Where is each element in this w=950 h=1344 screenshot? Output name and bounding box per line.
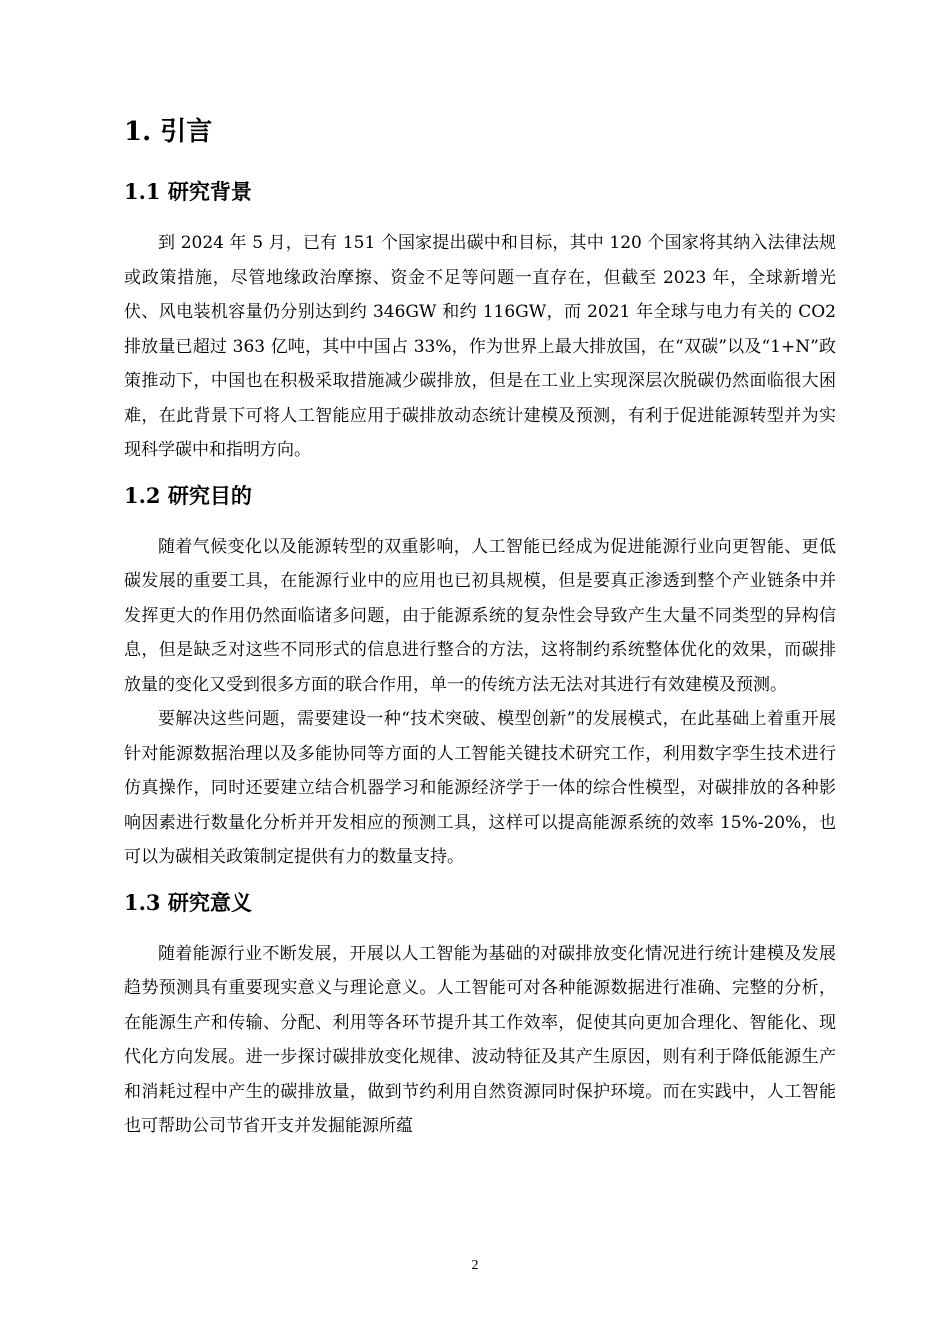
paragraph: 随着气候变化以及能源转型的双重影响，人工智能已经成为促进能源行业向更智能、更低碳发展的重要工具，在能源行业中的应用也已初具规模，但是要真正渗透到整个产业链条中并发挥更大的作用仍然面临诸多问题，由于能源系统的复杂性会导致产生大量不同类型的异构信息，但是缺乏对这些不同形式的信息进行整合的方法，这将制约系统整体优化的效果，而碳排放量的变化又受到很多方面的联合作用，单一的传统方法无法对其进行有效建模及预测。 <box>124 536 836 695</box>
paragraph: 要解决这些问题，需要建设一种“技术突破、模型创新”的发展模式，在此基础上着重开展针对能源数据治理以及多能协同等方面的人工智能关键技术研究工作，利用数字孪生技术进行仿真操作，同时还要建立结合机器学习和能源经济学于一体的综合性模型，对碳排放的各种影响因素进行数量化分析并开发相应的预测工具，这样可以提高能源系统的效率 15%-20%，也可以为碳相关政策制定提供有力的数量支持。 <box>124 709 836 867</box>
document-page <box>124 110 836 1144</box>
chapter-title: 1. 引言 <box>124 117 213 147</box>
section-heading: 1.1 研究背景 <box>124 179 252 204</box>
paragraph: 随着能源行业不断发展，开展以人工智能为基础的对碳排放变化情况进行统计建模及发展趋势预测具有重要现实意义与理论意义。人工智能可对各种能源数据进行准确、完整的分析，在能源生产和传输、分配、利用等各环节提升其工作效率，促使其向更加合理化、智能化、现代化方向发展。进一步探讨碳排放变化规律、波动特征及其产生原因，则有利于降低能源生产和消耗过程中产生的碳排放量，做到节约利用自然资源同时保护环境。而在实践中，人工智能也可帮助公司节省开支并发掘能源所蕴 <box>124 943 836 1136</box>
section-research-purpose <box>124 478 836 875</box>
section-heading: 1.3 研究意义 <box>124 889 252 915</box>
section-research-background <box>124 174 836 468</box>
section-heading: 1.2 研究目的 <box>124 482 252 508</box>
page-number: 2 <box>471 1258 479 1273</box>
section-research-significance <box>124 885 836 1144</box>
paragraph: 到 2024 年 5 月，已有 151 个国家提出碳中和目标，其中 120 个国家将其纳入法律法规或政策措施，尽管地缘政治摩擦、资金不足等问题一直存在，但截至 2023 年，全球新增光伏、风电装机容量仍分别达到约 346GW 和约 116GW，而 2021 年全球与电力有关的 CO2 排放量已超过 363 亿吨，其中中国占 33%，作为世界上最大排放国，在“双碳”以及“1+N”政策推动下，中国也在积极采取措施减少碳排放，但是在工业上实现深层次脱碳仍然面临很大困难，在此背景下可将人工智能应用于碳排放动态统计建模及预测，有利于促进能源转型并为实现科学碳中和指明方向。 <box>124 233 836 460</box>
